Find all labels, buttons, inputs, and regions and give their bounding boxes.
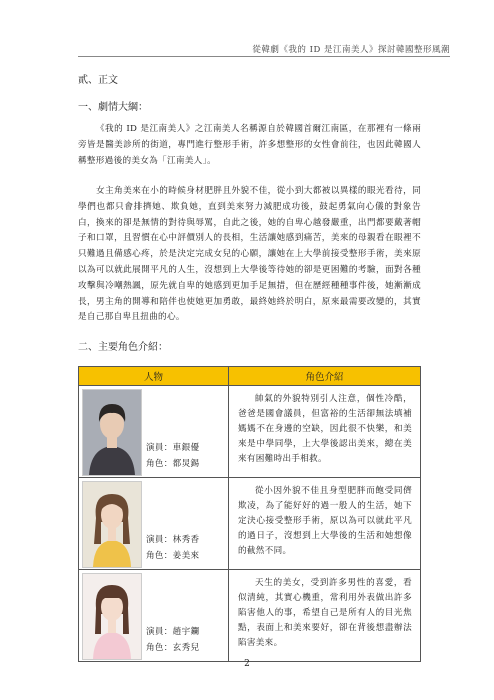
plot-paragraph-2: 女主角美來在小的時候身材肥胖且外貌不佳，從小到大都被以異樣的眼光看待，同學們也都只會排擠她、欺負她，直到美來努力減肥成功後，鼓起勇氣向心儀的對象告白，換來的卻是無情的對待與辱罵，自此之後，她的自卑心越發嚴重，出門都要戴著帽子和口罩，且習慣在心中評價別人的長相，生活讓她感到痛苦，美來的母親看在眼裡不只難過且備感心疼，於是決定完成女兒的心願，讓她在上大學前接受整形手術，美來原以為可以就此展開平凡的人生，沒想到上大學後等待她的卻是更困難的考驗，面對各種攻擊與冷嘲熱諷，原先就自卑的她感到更加手足無措，但在歷經種種事件後，她漸漸成長，男主角的開導和陪伴也使她更加勇敢，最終她終於明白，原來最需要改變的，其實是自己那自卑且扭曲的心。	[78, 186, 421, 323]
table-row	[79, 478, 421, 570]
roles-table	[78, 366, 421, 662]
actor-name: 演員：車銀優	[146, 443, 200, 453]
table-header-row	[79, 367, 421, 386]
actor-name: 演員：趙宇鑭	[146, 627, 200, 637]
role-description: 帥氣的外貌特別引人注意，個性冷酷，爸爸是國會議員，但富裕的生活卻無法填補媽媽不在身邊的空缺，因此很不快樂，和美來是中學同學，上大學後認出美來，總在美來有困難時出手相救。	[229, 386, 421, 478]
plot-paragraph-1: 《我的 ID 是江南美人》之江南美人名稱源自於韓國首爾江南區，在那裡有一條兩旁皆是醫美診所的街道，專門進行整形手術，許多想整形的女性會前往，也因此韓國人稱整形過後的美女為「江南美人」。	[78, 124, 421, 166]
role-name: 角色：姜美來	[146, 551, 200, 561]
table-row	[79, 570, 421, 662]
person-cell	[79, 478, 229, 570]
role-name: 角色：玄秀兒	[146, 643, 200, 653]
running-header: 從韓劇《我的 ID 是江南美人》探討韓國整形風潮	[252, 45, 450, 55]
header-rule	[78, 56, 450, 57]
role-name: 角色：都炅錫	[146, 459, 200, 469]
actor-photo	[82, 481, 142, 568]
section-heading-plot: 一、劇情大綱：	[78, 102, 148, 113]
column-header-person: 人物	[79, 367, 229, 386]
page-number: 2	[244, 659, 250, 669]
person-cell	[79, 570, 229, 662]
role-description: 從小因外貌不佳且身型肥胖而飽受同儕欺凌，為了能好好的過一般人的生活，她下定決心接受整形手術，原以為可以就此平凡的過日子，沒想到上大學後的生活和她想像的截然不同。	[229, 478, 421, 570]
role-description: 天生的美女，受到許多男性的喜愛，看似清純，其實心機重，常利用外表做出許多陷害他人的事，希望自己是所有人的目光焦點，表面上和美來要好，卻在背後想盡辦法陷害美來。	[229, 570, 421, 662]
column-header-intro: 角色介紹	[229, 367, 421, 386]
table-row	[79, 386, 421, 478]
actor-photo	[82, 389, 142, 476]
person-cell	[79, 386, 229, 478]
actor-name: 演員：林秀香	[146, 535, 200, 545]
section-heading-main: 貳、正文	[78, 75, 118, 86]
actor-photo	[82, 573, 142, 660]
section-heading-roles: 二、主要角色介紹：	[78, 342, 168, 353]
